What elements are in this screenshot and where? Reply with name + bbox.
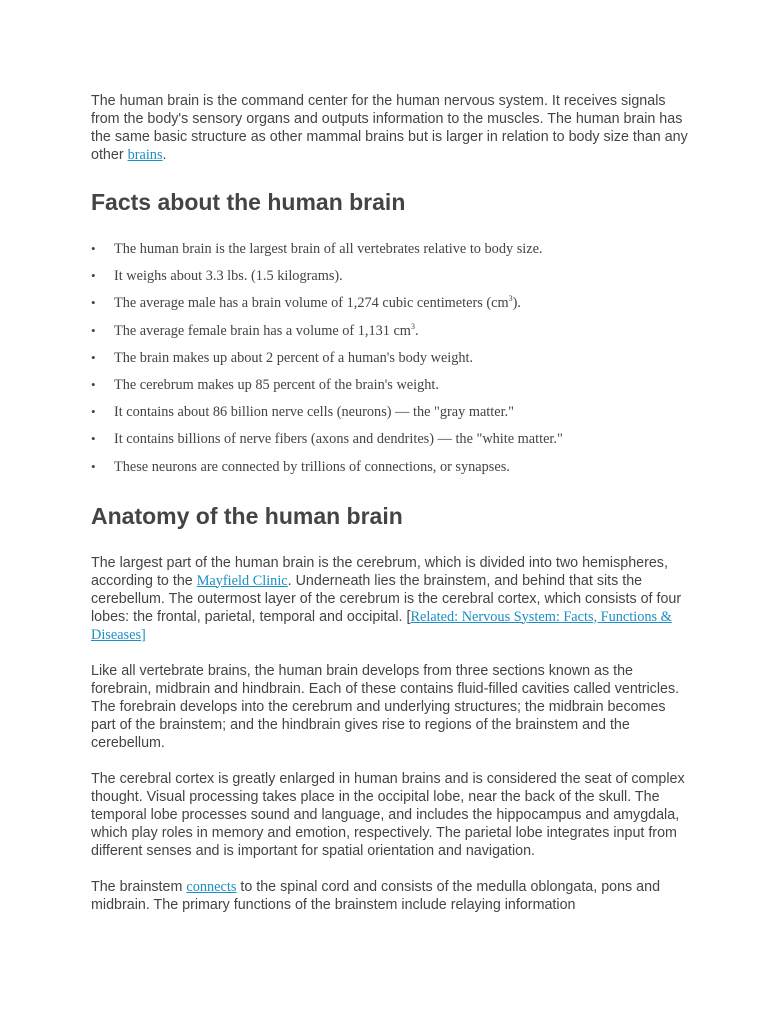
anatomy-heading: Anatomy of the human brain [91,502,403,529]
list-item-text: The cerebrum makes up 85 percent of the brain's weight. [114,376,439,393]
bullet-icon: • [91,241,96,256]
list-item [91,294,691,312]
intro-period: . [162,147,167,163]
facts-heading: Facts about the human brain [91,189,406,215]
facts-list [91,240,691,476]
list-item [91,240,691,258]
list-item-text: The brain makes up about 2 percent of a human's body weight. [114,349,474,366]
paragraph-text: . Underneath lies the brainstem, and behind that sits the cerebellum. The outermost layer of the cerebrum is the cerebral cortex, which consists of four lobes: the frontal, parietal, temporal and occipital. [ [91,572,682,625]
superscript: 3 [410,321,415,331]
list-item-text: These neurons are connected by trillions of connections, or synapses. [114,458,510,475]
intro-paragraph [91,92,691,164]
bullet-icon: • [91,322,96,338]
bullet-icon: • [91,268,96,284]
paragraph-text: The brainstem [91,878,187,895]
bullet-icon: • [91,404,96,420]
related-nervous-system-link[interactable]: Related: Nervous System: Facts, Functions & Diseases] [91,608,672,643]
article-body [91,92,691,932]
intro-text: The human brain is the command center for the human nervous system. It receives signals from the body's sensory organs and outputs information to the muscles. The human brain has the same basic structure as other mammal brains but is larger in relation to body size than any other [91,93,688,163]
connects-link[interactable]: connects [186,878,237,895]
list-item [91,322,691,340]
anatomy-paragraph-1 [91,554,691,644]
bullet-icon: • [91,295,96,311]
list-item-text: The average male has a brain volume of 1,274 cubic centimeters (cm [114,295,509,312]
bullet-icon: • [91,431,96,447]
list-item-text: The average female brain has a volume of 1,131 cm [114,322,411,339]
mayfield-clinic-link[interactable]: Mayfield Clinic [196,572,288,589]
bullet-icon: • [91,376,96,392]
list-item-text: It weighs about 3.3 lbs. (1.5 kilograms). [114,268,343,285]
paragraph-text: The largest part of the human brain is the cerebrum, which is divided into two hemispheres, according to the [91,554,668,589]
list-item-tail: . [414,322,419,339]
list-item-tail: ). [512,295,521,312]
anatomy-paragraph-2: Like all vertebrate brains, the human brain develops from three sections known as the forebrain, midbrain and hindbrain. Each of these contains fluid-filled cavities called ventricles. The forebrain develops into the cerebrum and underlying structures; the midbrain becomes part of the brainstem; and the hindbrain gives rise to regions of the brainstem and the cerebellum. [91,662,680,751]
anatomy-paragraph-4 [91,878,691,914]
list-item-text: The human brain is the largest brain of all vertebrates relative to body size. [114,241,543,257]
list-item [91,376,691,394]
list-item-text: It contains about 86 billion nerve cells (neurons) — the "gray matter." [114,404,514,421]
bullet-icon: • [91,349,96,365]
paragraph-text: to the spinal cord and consists of the medulla oblongata, pons and midbrain. The primary functions of the brainstem include relaying information [91,878,661,913]
superscript: 3 [508,294,513,304]
anatomy-paragraph-3: The cerebral cortex is greatly enlarged in human brains and is considered the seat of complex thought. Visual processing takes place in the occipital lobe, near the back of the skull. The temporal lobe processes sound and language, and includes the hippocampus and amygdala, which play roles in memory and emotion, respectively. The parietal lobe integrates input from different senses and is important for spatial orientation and navigation. [91,770,685,859]
list-item [91,430,691,448]
list-item-text: It contains billions of nerve fibers (axons and dendrites) — the "white matter." [114,431,563,448]
list-item [91,458,691,476]
list-item [91,349,691,367]
list-item [91,403,691,421]
list-item [91,267,691,285]
bullet-icon: • [91,458,96,474]
brains-link[interactable]: brains [127,147,163,163]
